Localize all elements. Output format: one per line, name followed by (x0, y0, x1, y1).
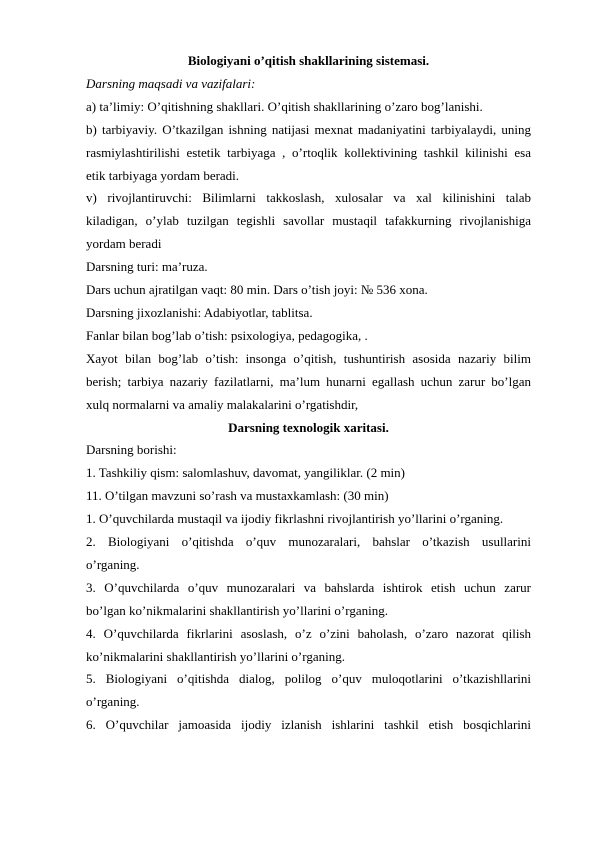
tech-map-title: Darsning texnologik xaritasi. (228, 419, 389, 435)
list-item-continuation: o’rganing. (86, 556, 140, 572)
list-item-continuation: ko’nikmalarini shakllantirish yo’llarini o’rganing. (86, 648, 345, 664)
goal-a-line: a) ta’limiy: O’qitishning shakllari. O’qitish shakllarining o’zaro bog’lanishi. (86, 98, 483, 114)
procedure-heading: Darsning borishi: (86, 442, 177, 458)
life-link-line: xulq normalarni va amaliy malakalarini o’rgatishdir, (86, 396, 359, 412)
lesson-time-line: Dars uchun ajratilgan vaqt: 80 min. Dars o’tish joyi: № 536 xona. (86, 282, 428, 298)
goal-v-line: yordam beradi (86, 236, 162, 252)
subject-links-line: Fanlar bilan bog’lab o’tish: psixologiya, pedagogika, . (86, 327, 368, 343)
document-body (86, 50, 531, 737)
goal-v-line: kiladigan, o’ylab tuzilgan tegishli savollar mustaqil tafakkurning rivojlanishiga (86, 213, 531, 229)
list-item: 2. Biologiyani o’qitishda o’quv munozaralari, bahslar o’tkazish usullarini (86, 534, 531, 550)
list-item: 3. O’quvchilarda o’quv munozaralari va bahslarda ishtirok etish uchun zarur (86, 579, 531, 595)
step-organizational: 1. Tashkiliy qism: salomlashuv, davomat, yangiliklar. (2 min) (86, 465, 406, 481)
goal-v-line: v) rivojlantiruvchi: Bilimlarni takkoslash, xulosalar va xal kilinishini talab (86, 190, 531, 206)
list-item: 4. O’quvchilarda fikrlarini asoslash, o’z o’zini baholash, o’zaro nazorat qilish (86, 625, 531, 641)
life-link-line: berish; tarbiya nazariy fazilatlarni, ma’lum hunarni egallash uchun zarur bo’lgan (86, 373, 531, 389)
list-item: 6. O’quvchilar jamoasida ijodiy izlanish ishlarini tashkil etish bosqichlarini (86, 717, 531, 733)
goals-heading: Darsning maqsadi va vazifalari: (86, 75, 256, 91)
list-item: 5. Biologiyani o’qitishda dialog, polilog o’quv muloqotlarini o’tkazishllarini (86, 671, 531, 687)
list-item-continuation: o’rganing. (86, 694, 140, 710)
list-item: 1. O’quvchilarda mustaqil va ijodiy fikrlashni rivojlantirish yo’llarini o’rganing. (86, 511, 504, 527)
life-link-line: Xayot bilan bog’lab o’tish: insonga o’qitish, tushuntirish asosida nazariy bilim (86, 350, 531, 366)
goal-b-line: b) tarbiyaviy. O’tkazilgan ishning natijasi mexnat madaniyatini tarbiyalaydi, uning (86, 121, 531, 137)
document-title: Biologiyani o’qitish shakllarining sistemasi. (187, 53, 430, 68)
lesson-type-line: Darsning turi: ma’ruza. (86, 259, 208, 275)
lesson-equipment-line: Darsning jixozlanishi: Adabiyotlar, tablitsa. (86, 304, 313, 320)
goal-b-line: rasmiylashtirilishi estetik tarbiyaga , o’rtoqlik kollektivining tashkil kilinishi esa (86, 144, 531, 160)
list-item-continuation: bo’lgan ko’nikmalarini shakllantirish yo’llarini o’rganing. (86, 602, 388, 618)
goal-b-line: etik tarbiyaga yordam beradi. (86, 167, 240, 183)
step-review: 11. O’tilgan mavzuni so’rash va mustaxkamlash: (30 min) (86, 488, 389, 504)
